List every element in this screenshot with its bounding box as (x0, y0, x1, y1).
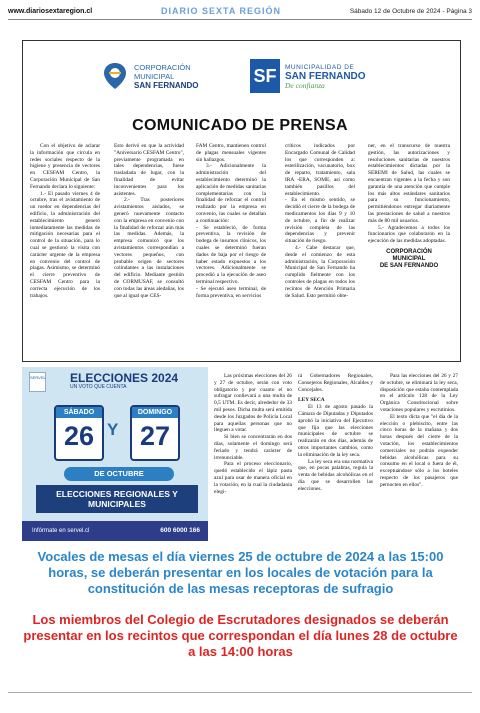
communique-title: COMUNICADO DE PRENSA (132, 117, 348, 134)
paragraph: El texto dicta que "el día de la elección o plebiscito, entre las cinco horas de la mañana y dos horas después del cierre de la votación, los establecimientos comerciales no podrán expender bebidas alcohólicas para su consumo en el local o fuera de él, exceptuándose sólo a los hoteles respecto de los pasajeros que pernocten en ellos". (380, 413, 458, 488)
muni-logo-line1: MUNICIPALIDAD DE (285, 63, 355, 71)
calendar-day-name: DOMINGO (132, 407, 178, 418)
ad-footer (22, 521, 208, 541)
header-divider (8, 19, 472, 20)
communique-column-1 (30, 143, 100, 299)
ad-title (70, 372, 178, 390)
calendar-saturday (54, 405, 104, 461)
article-column-3 (380, 373, 458, 489)
paragraph: críticos indicados por Encargado Comunal de Calidad los que corresponden a: esterilización, vacunatorio, box de reparto, tratamiento, sala IRA -ERA, SOME, así como también pasillos del establecimiento. (285, 143, 355, 197)
servel-logo: SERVEL (29, 372, 46, 392)
municipalidad-logo (250, 59, 366, 93)
ad-phone: 600 6000 166 (160, 527, 200, 534)
paragraph: ner, en el transcurso de nuestra gestión, las autorizaciones y resoluciones sanitarias de nuestros establecimientos dictadas por la SEREMI de Salud, las cuales se encuentran vigentes a la fecha y son garantía de una atención que cumple los más altos estándares sanitarios para su funcionamiento, permitiéndonos entregar diariamente las prestaciones de salud a nuestros más de 80 mil usuarios. (368, 143, 450, 224)
site-url[interactable]: www.diariosextaregion.cl (8, 7, 93, 15)
corp-logo-line2: MUNICIPAL (134, 71, 175, 81)
paragraph: Con el objetivo de aclarar la información que circula en redes sociales respecto de la higiene y presencia de vectores en CESFAM Centro, la Corporación Municipal de San Fernando declara lo siguiente: (30, 143, 100, 190)
ad-info-link[interactable]: Infórmate en servel.cl (32, 528, 90, 534)
ad-title-text: ELECCIONES (70, 371, 149, 385)
calendar-day-number: 26 (63, 421, 95, 451)
ad-banner: ELECCIONES REGIONALES Y MUNICIPALES (36, 485, 198, 513)
communique-column-5 (368, 143, 450, 270)
calendar-sunday (130, 405, 180, 461)
page-header (8, 4, 472, 18)
signature-line1: CORPORACIÓN (386, 248, 432, 255)
sf-mark: SF (250, 59, 280, 93)
footer-divider (8, 692, 472, 693)
communique-signature (368, 249, 450, 270)
corp-logo-line3: SAN FERNANDO (134, 80, 199, 90)
vocales-notice: Vocales de mesas el día viernes 25 de octubre de 2024 a las 15:00 horas, se deberán presentar en los locales de votación para la constitución de las mesas receptoras de sufragio (37, 549, 444, 596)
muni-logo-tagline: De confianza (285, 80, 325, 90)
signature-line3: DE SAN FERNANDO (379, 262, 439, 269)
paragraph: Esto derivó en que la actividad "Aniversario CESFAM Centro", previamente programada en tales dependencias, fuese trasladada de lugar, con la finalidad de evitar inconvenientes para los asistentes. (114, 143, 184, 197)
ad-subtitle: UN VOTO QUE CUENTA (70, 384, 127, 390)
paragraph: El 13 de agosto pasado la Cámara de Diputadas y Diputados aprobó la iniciativa del Ejecutivo que fija que las elecciones municipales de octubre se realizarán en dos días, además de otros importantes cambios, como la eliminación de la ley seca. (298, 404, 373, 458)
page-date: Sábado 12 de Octubre de 2024 - Página 3 (349, 7, 472, 15)
paragraph: - Se estableció, de forma preventiva, la revisión de bodega de insumos clínicos, los cuales se determinó fueran dados de baja por el riesgo de haber estado expuestos a los vectores. Adicionalmente se procedió a la ejecución de aseo terminal respectivo. (196, 224, 266, 285)
paragraph: La ley seca era una normativa que, en pocas palabras, regula la venta de bebidas alcohólicas en el día que se desarrollen las elecciones. (298, 458, 373, 492)
paragraph: 1.- El pasado viernes 4 de octubre, tras el avistamiento de un roedor en dependencias del edificio, la administración del establecimiento generó inmediatamente las medidas de mitigación necesarias para el control de la situación, para lo cual se gestionó la visita con carácter urgente de la empresa en convenio del control de plagas. Asimismo, se determinó el cierre preventivo de CESFAM Centro para la correcta ejecución de los trabajos. (30, 190, 100, 299)
paragraph: 2.- Tras posteriores avistamientos aislados, se generó nuevamente contacto con la empresa en convenio con la finalidad de reforzar aún más las medidas. Además, la empresa comunicó que los avistamientos correspondían a vectores pequeños, con probable origen de sectores colindantes a las instalaciones del edificio. Mediante gestión de CORMUSAF, se consultó con todas las áreas aledañas, los que al igual que CES- (114, 197, 184, 299)
calendar-joiner: Y (107, 420, 119, 439)
communique-column-3 (196, 143, 266, 299)
elections-ad (22, 367, 208, 541)
paragraph: 3.- Adicionalmente la administración del establecimiento determinó la aplicación de medidas sanitarias complementarias con la finalidad de reforzar el control realizado por la empresa en convenio, las cuales se detallan a continuación: (196, 163, 266, 224)
paragraph: Si bien se concentrarán en dos días, solamente el domingo será feriado y tendrá carácter de irrenunciable. (214, 434, 292, 461)
escrutadores-notice: Los miembros del Colegio de Escrutadores designados se deberán presentar en los recintos que correspondan el día lunes 28 de octubre a las 14:00 horas (23, 612, 458, 659)
paragraph: - En el mismo sentido, se decidió el cierre de la bodega de medicamentos los días 9 y 10 de octubre, a fin de realizar revisión completa de las dependencias y prevenir situación de riesgo. (285, 197, 355, 245)
location-pin-icon (100, 61, 130, 91)
muni-logo-line2: SAN FERNANDO (285, 70, 366, 82)
ad-month: DE OCTUBRE (64, 467, 174, 481)
communique-column-4 (285, 143, 355, 299)
article-column-2 (298, 373, 373, 493)
paragraph: - Se ejecutó aseo terminal, de forma preventiva, en servicios (196, 285, 266, 299)
ad-year: 2024 (151, 371, 179, 385)
paper-name: DIARIO SEXTA REGIÓN (160, 6, 281, 16)
article-column-1 (214, 373, 292, 495)
paragraph: rá Gobernadores Regionales, Consejeros Regionales, Alcaldes y Concejales. (298, 373, 373, 393)
paragraph: 4.- Cabe destacar que, desde el comienzo de esta administración, la Corporación Municipal de San Fernando ha cumplido fielmente con los controles de plagas en todos los recintos de Atención Primaria de Salud. Esto permitió obte- (285, 244, 355, 299)
paragraph: Las próximas elecciones del 26 y 27 de octubre, serán con voto obligatorio y por cuanto el no sufragar conllevará a una multa de 0,5 UTM. Es decir, alrededor de 33 mil pesos. Dicha multa será emitida desde los Juzgados de Policía Local para aquellas personas que no lleguen a votar. (214, 373, 292, 434)
communique-column-2 (114, 143, 184, 299)
signature-line2: MUNICIPAL (392, 255, 426, 262)
paragraph: Para el proceso eleccionario, quedó establecido el lápiz pasta azul para usar de manera oficial en la votación, en la cual la ciudadanía elegi- (214, 461, 292, 495)
section-heading: LEY SECA (298, 397, 325, 404)
paragraph: 5.- Agradecemos a todos los funcionarios que colaboraron en la ejecución de las medidas adoptadas. (368, 224, 450, 245)
corporacion-logo (100, 61, 198, 91)
corp-logo-line1: CORPORACIÓN (134, 62, 191, 72)
paragraph: FAM Centro, mantienen control de plagas mensuales vigentes sin hallazgos. (196, 143, 266, 163)
calendar-day-name: SÁBADO (56, 407, 102, 418)
paragraph: Para las elecciones del 26 y 27 de octubre, se eliminará la ley seca, disposición que estaba contemplada en el artículo 128 de la Ley Orgánica Constitucional sobre votaciones populares y escrutinios. (380, 373, 458, 413)
calendar-day-number: 27 (139, 421, 171, 451)
